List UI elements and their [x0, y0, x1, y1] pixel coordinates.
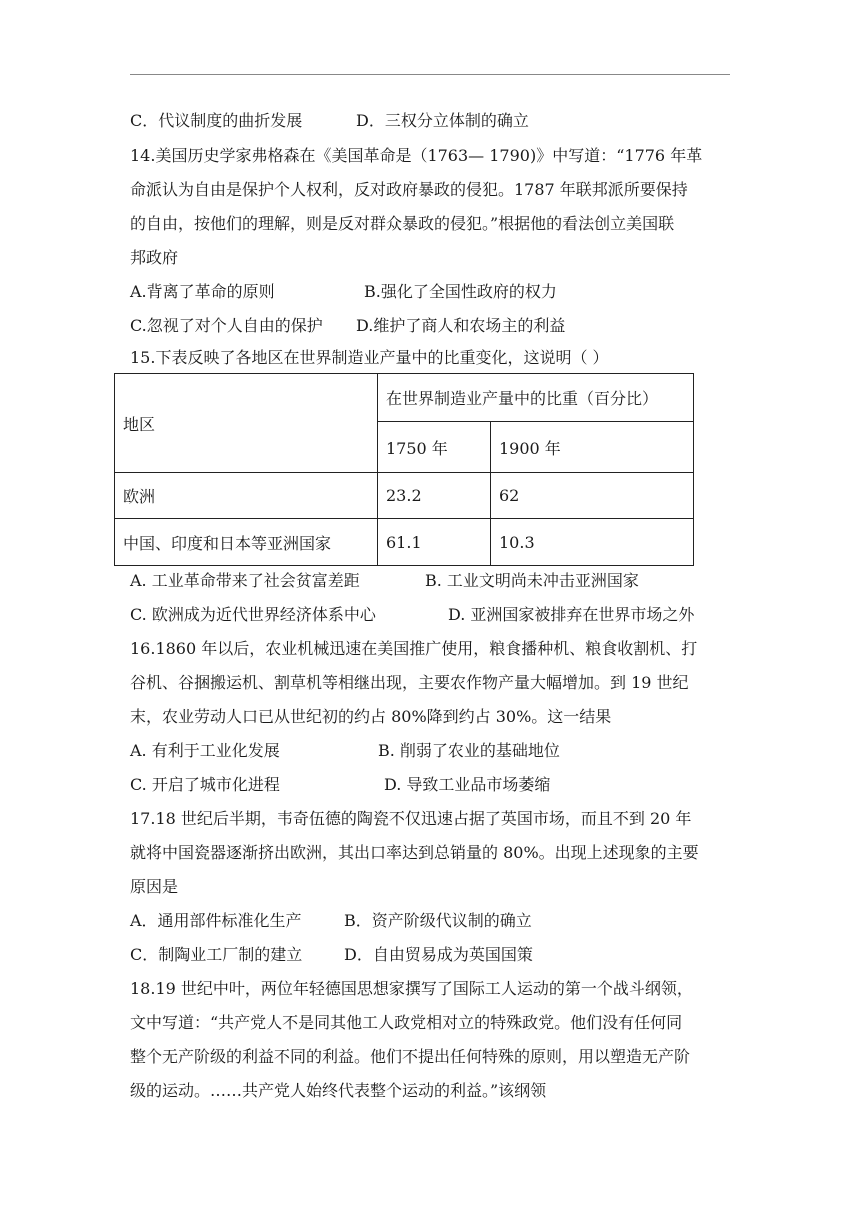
q16-stem-line-1: 16.1860 年以后，农业机械迅速在美国推广使用，粮食播种机、粮食收割机、打 — [130, 639, 698, 658]
q17-stem-line-1: 17.18 世纪后半期，韦奇伍德的陶瓷不仅迅速占据了英国市场，而且不到 20 年 — [130, 809, 692, 828]
q13-option-c[interactable]: C．代议制度的曲折发展 — [130, 111, 303, 130]
table-cell-region: 中国、印度和日本等亚洲国家 — [115, 519, 378, 566]
q15-option-a[interactable]: A. 工业革命带来了社会贫富差距 — [130, 571, 360, 590]
q14-stem-line-2: 命派认为自由是保护个人权利，反对政府暴政的侵犯。1787 年联邦派所要保持 — [130, 180, 688, 199]
q17-option-a[interactable]: A．通用部件标准化生产 — [130, 911, 302, 930]
q16-option-d[interactable]: D. 导致工业品市场萎缩 — [384, 775, 551, 794]
q14-stem-line-3: 的自由，按他们的理解，则是反对群众暴政的侵犯。”根据他的看法创立美国联 — [130, 214, 675, 233]
q17-stem-line-3: 原因是 — [130, 877, 179, 896]
q15-option-c[interactable]: C. 欧洲成为近代世界经济体系中心 — [130, 605, 376, 624]
table-cell-1750: 61.1 — [378, 519, 491, 566]
header-rule — [130, 74, 730, 75]
q18-stem-line-1: 18.19 世纪中叶，两位年轻德国思想家撰写了国际工人运动的第一个战斗纲领， — [130, 979, 693, 998]
table-cell-1900: 62 — [491, 473, 694, 519]
q16-stem-line-3: 末，农业劳动人口已从世纪初的约占 80%降到约占 30%。这一结果 — [130, 707, 612, 726]
q15-stem: 15.下表反映了各地区在世界制造业产量中的比重变化，这说明（ ） — [130, 348, 609, 367]
q16-option-c[interactable]: C. 开启了城市化进程 — [130, 775, 280, 794]
q18-stem-line-2: 文中写道：“共产党人不是同其他工人政党相对立的特殊政党。他们没有任何同 — [130, 1013, 683, 1032]
table-header-year-1750: 1750 年 — [378, 422, 491, 473]
q17-option-b[interactable]: B．资产阶级代议制的确立 — [344, 911, 532, 930]
table-cell-1750: 23.2 — [378, 473, 491, 519]
q17-stem-line-2: 就将中国瓷器逐渐挤出欧洲，其出口率达到总销量的 80%。出现上述现象的主要 — [130, 843, 699, 862]
q14-option-c[interactable]: C.忽视了对个人自由的保护 — [130, 316, 323, 335]
table-row — [115, 519, 694, 566]
table-header-year-1900: 1900 年 — [491, 422, 694, 473]
q15-option-b[interactable]: B. 工业文明尚未冲击亚洲国家 — [425, 571, 639, 590]
q16-stem-line-2: 谷机、谷捆搬运机、割草机等相继出现，主要农作物产量大幅增加。到 19 世纪 — [130, 673, 689, 692]
table-cell-region: 欧洲 — [115, 473, 378, 519]
q16-option-a[interactable]: A. 有利于工业化发展 — [130, 741, 280, 760]
table-cell-1900: 10.3 — [491, 519, 694, 566]
table-header-share: 在世界制造业产量中的比重（百分比） — [378, 374, 694, 422]
q14-option-a[interactable]: A.背离了革命的原则 — [130, 282, 275, 301]
q15-option-d[interactable]: D. 亚洲国家被排弃在世界市场之外 — [448, 605, 695, 624]
q17-option-c[interactable]: C．制陶业工厂制的建立 — [130, 945, 303, 964]
table-header-region: 地区 — [115, 374, 378, 473]
q18-stem-line-3: 整个无产阶级的利益不同的利益。他们不提出任何特殊的原则，用以塑造无产阶 — [130, 1047, 691, 1066]
q14-option-d[interactable]: D.维护了商人和农场主的利益 — [356, 316, 566, 335]
table-row — [115, 473, 694, 519]
manufacturing-share-table — [114, 373, 694, 566]
q17-option-d[interactable]: D．自由贸易成为英国国策 — [344, 945, 533, 964]
q14-option-b[interactable]: B.强化了全国性政府的权力 — [364, 282, 557, 301]
q14-stem-line-4: 邦政府 — [130, 248, 179, 267]
q16-option-b[interactable]: B. 削弱了农业的基础地位 — [378, 741, 560, 760]
q13-option-d[interactable]: D．三权分立体制的确立 — [356, 111, 529, 130]
q18-stem-line-4: 级的运动。……共产党人始终代表整个运动的利益。”该纲领 — [130, 1081, 547, 1100]
q14-stem-line-1: 14.美国历史学家弗格森在《美国革命是（1763— 1790)》中写道：“1776 年革 — [130, 146, 703, 165]
